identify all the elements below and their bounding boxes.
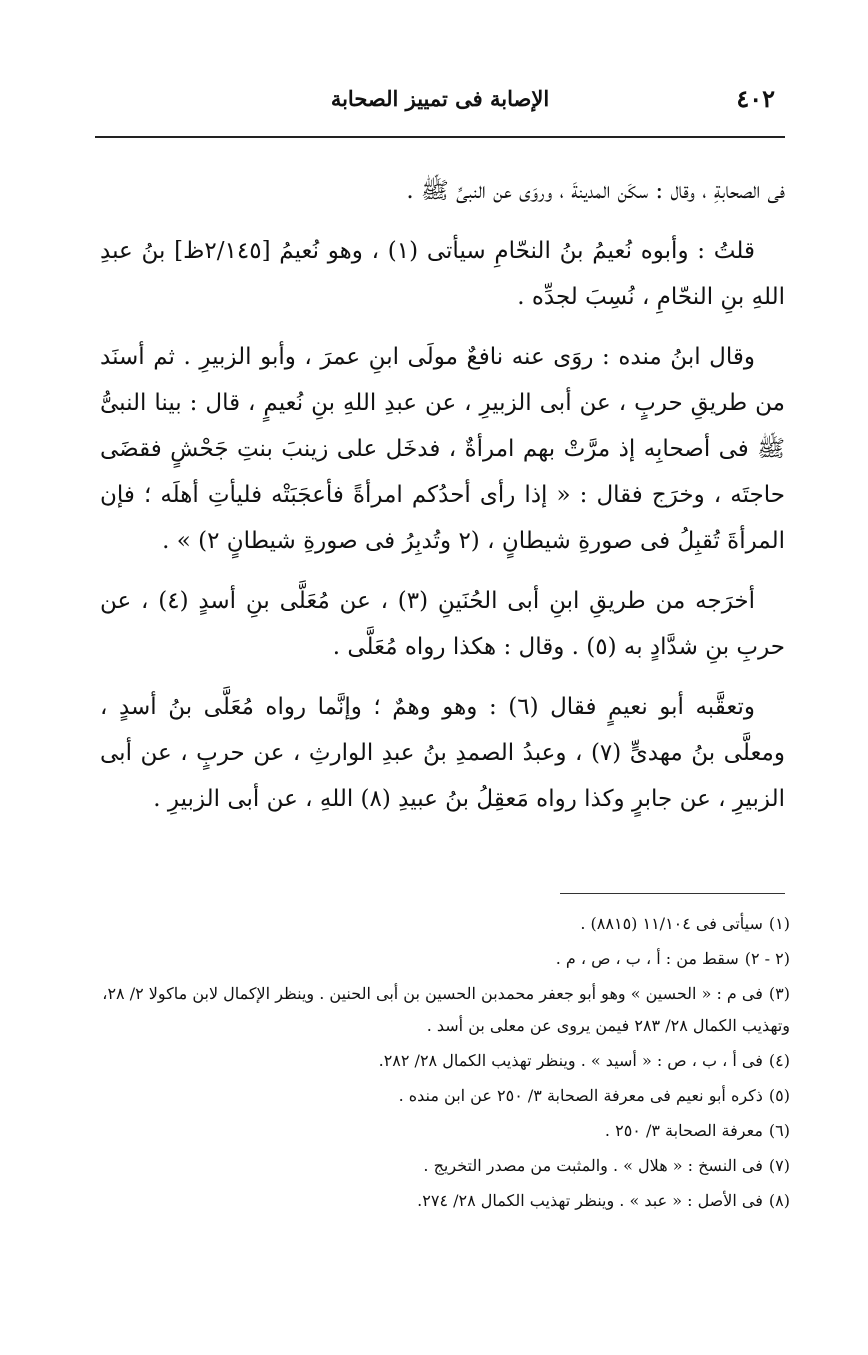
paragraph: فى الصحابةِ ، وقال : سكَن المدينةَ ، وروَى عن النبىِّ ﷺ . (406, 178, 785, 204)
footnote (100, 1080, 790, 1112)
footnote-number: (٤) (768, 1051, 790, 1070)
footnote-number: (١) (768, 914, 790, 933)
footnote (100, 908, 790, 940)
footnote-number: (٦) (768, 1121, 790, 1140)
header-rule (95, 136, 785, 138)
paragraph: أخرَجه من طريقِ ابنِ أبى الحُنَينِ (٣) ، عن مُعَلَّى بنِ أسدٍ (٤) ، عن حربِ بنِ شدَّادٍ به (٥) . وقال : هكذا رواه مُعَلَّى . (100, 588, 785, 660)
footnote-number: (٢ - ٢) (744, 949, 790, 968)
footnote-text: فى الأصل : « عبد » . وينظر تهذيب الكمال ٢٨/ ٢٧٤. (417, 1191, 763, 1210)
footnote-text: معرفة الصحابة ٣/ ٢٥٠ . (604, 1121, 763, 1140)
footnote-text: فى النسخ : « هلال » . والمثبت من مصدر التخريج . (423, 1156, 763, 1175)
footnote (100, 1045, 790, 1077)
footnote-number: (٥) (768, 1086, 790, 1105)
footnote-rule (560, 893, 785, 894)
footnote (100, 943, 790, 975)
paragraph: قلتُ : وأبوه نُعيمُ بنُ النحّامِ سيأتى (١) ، وهو نُعيمُ [٢/١٤٥ظ] بنُ عبدِ اللهِ بنِ النحّامِ ، نُسِبَ لجدِّه . (100, 238, 785, 310)
footnote-text: فى م : « الحسين » وهو أبو جعفر محمدبن الحسين بن أبى الحنين . وينظر الإكمال لابن ماكولا ٢/ ٢٨، وتهذيب الكمال ٢٨/ ٢٨٣ فيمن يروى عن معلى بن أسد . (102, 984, 790, 1035)
footnote-text: سيأتى فى ١١/١٠٤ (٨٨١٥) . (580, 914, 763, 933)
footnote (100, 1185, 790, 1217)
footnote-text: فى أ ، ب ، ص : « أسيد » . وينظر تهذيب الكمال ٢٨/ ٢٨٢. (378, 1051, 763, 1070)
footnote (100, 1150, 790, 1182)
page-number: ٤٠٢ (736, 84, 775, 113)
paragraph: وقال ابنُ منده : روَى عنه نافعٌ مولَى ابنِ عمرَ ، وأبو الزبيرِ . ثم أسنَد من طريقِ حربٍ ، عن أبى الزبيرِ ، عن عبدِ اللهِ بنِ نُعيمٍ ، قال : بينا النبىُّ ﷺ فى أصحابِه إذ مرَّتْ بهم امرأةٌ ، فدخَل على زينبَ بنتِ جَحْشٍ فقضَى حاجتَه ، وخرَج فقال : « إذا رأى أحدُكم امرأةً فأعجَبَتْه فليأتِ أهلَه ؛ فإن المرأةَ تُقبِلُ فى صورةِ شيطانٍ ، (٢ وتُدبِرُ فى صورةِ شيطانٍ ٢) » . (100, 344, 785, 554)
footnotes (100, 908, 790, 1220)
footnote-number: (٧) (768, 1156, 790, 1175)
footnote (100, 978, 790, 1042)
footnote-text: ذكره أبو نعيم فى معرفة الصحابة ٣/ ٢٥٠ عن ابن منده . (398, 1086, 763, 1105)
footnote-number: (٣) (768, 984, 790, 1003)
footnote-number: (٨) (768, 1191, 790, 1210)
main-text (100, 168, 785, 836)
page-header (95, 84, 785, 120)
footnote-text: سقط من : أ ، ب ، ص ، م . (555, 949, 739, 968)
running-title: الإصابة فى تمييز الصحابة (330, 86, 550, 111)
paragraph: وتعقَّبه أبو نعيمٍ فقال (٦) : وهو وهمٌ ؛ وإنَّما رواه مُعَلَّى بنُ أسدٍ ، ومعلَّى بنُ مهدىٍّ (٧) ، وعبدُ الصمدِ بنُ عبدِ الوارثِ ، عن حربٍ ، عن أبى الزبيرِ ، عن جابرٍ وكذا رواه مَعقِلُ بنُ عبيدِ (٨) اللهِ ، عن أبى الزبيرِ . (100, 694, 785, 812)
footnote (100, 1115, 790, 1147)
